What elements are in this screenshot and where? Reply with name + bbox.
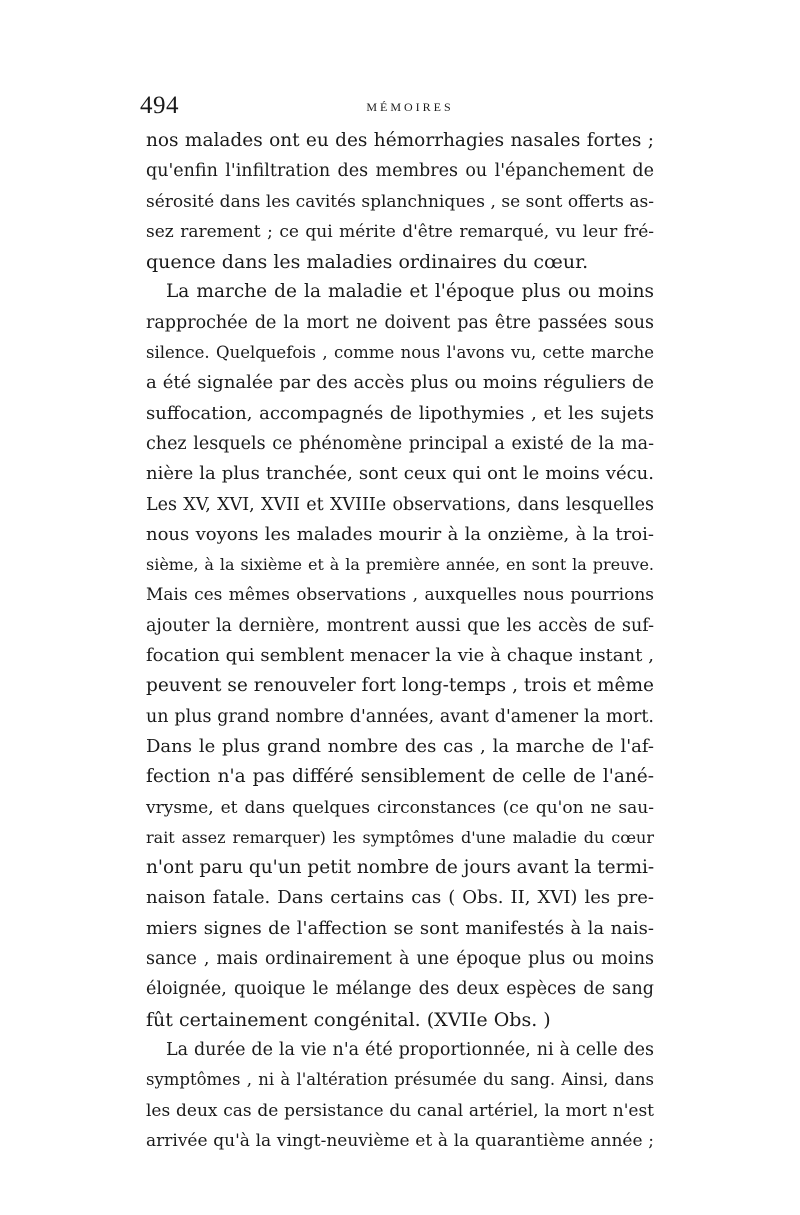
text-line: nos malades ont eu des hémorrhagies nasales fortes ; [146,130,654,151]
page-header [140,92,660,126]
paragraph-1 [146,126,654,277]
text-line: miers signes de l'affection se sont manifestés à la nais- [146,917,654,939]
page-number: 494 [140,92,179,119]
paragraph-3 [146,1035,654,1156]
text-line: quence dans les maladies ordinaires du cœur. [146,251,589,274]
text-line: nière la plus tranchée, sont ceux qui ont le moins vécu. [146,463,654,485]
text-line: Mais ces mêmes observations , auxquelles nous pourrions [146,585,654,606]
text-line: silence. Quelquefois , comme nous l'avons vu, cette marche [146,343,654,363]
text-line: éloignée, quoique le mélange des deux espèces de sang [146,979,654,1000]
text-line: sième, à la sixième et à la première année, en sont la preuve. [146,555,654,575]
body-text [146,126,654,1156]
text-line: rapprochée de la mort ne doivent pas être passées sous [146,312,654,333]
text-line: suffocation, accompagnés de lipothymies , et les sujets [146,402,654,424]
text-line: Les XV, XVI, XVII et XVIIIe observations, dans lesquelles [146,494,654,515]
text-line: sez rarement ; ce qui mérite d'être remarqué, vu leur fré- [146,221,654,242]
text-line: chez lesquels ce phénomène principal a existé de la ma- [146,433,654,454]
text-line: vrysme, et dans quelques circonstances (ce qu'on ne sau- [146,797,654,818]
text-line: n'ont paru qu'un petit nombre de jours avant la termi- [146,857,655,879]
text-line: un plus grand nombre d'années, avant d'amener la mort. [146,706,654,727]
running-head: MÉMOIRES [366,100,454,114]
text-line: focation qui semblent menacer la vie à chaque instant , [146,645,654,667]
text-line: rait assez remarquer) les symptômes d'une maladie du cœur [146,827,654,847]
text-line: symptômes , ni à l'altération présumée du sang. Ainsi, dans [146,1070,654,1090]
text-line: naison fatale. Dans certains cas ( Obs. II, XVI) les pre- [146,887,654,909]
paragraph-2 [146,277,654,1034]
text-line: qu'enfin l'infiltration des membres ou l'épanchement de [146,161,654,182]
text-line: a été signalée par des accès plus ou moins réguliers de [146,372,654,394]
text-line: peuvent se renouveler fort long-temps , trois et même [146,675,654,697]
text-line: sance , mais ordinairement à une époque plus ou moins [146,949,654,970]
text-line: fût certainement congénital. (XVIIe Obs. ) [146,1008,551,1031]
text-line: fection n'a pas différé sensiblement de celle de l'ané- [146,766,654,788]
text-line: La marche de la maladie et l'époque plus ou moins [166,281,654,303]
text-line: sérosité dans les cavités splanchniques , se sont offerts as- [146,191,654,212]
text-line: Dans le plus grand nombre des cas , la marche de l'af- [146,735,654,757]
text-line: La durée de la vie n'a été proportionnée, ni à celle des [166,1039,654,1060]
text-line: arrivée qu'à la vingt-neuvième et à la quarantième année ; [146,1130,654,1151]
text-line: nous voyons les malades mourir à la onzième, à la troi- [146,523,654,545]
text-line: les deux cas de persistance du canal artériel, la mort n'est [146,1100,654,1121]
text-line: ajouter la dernière, montrent aussi que les accès de suf- [146,615,654,636]
